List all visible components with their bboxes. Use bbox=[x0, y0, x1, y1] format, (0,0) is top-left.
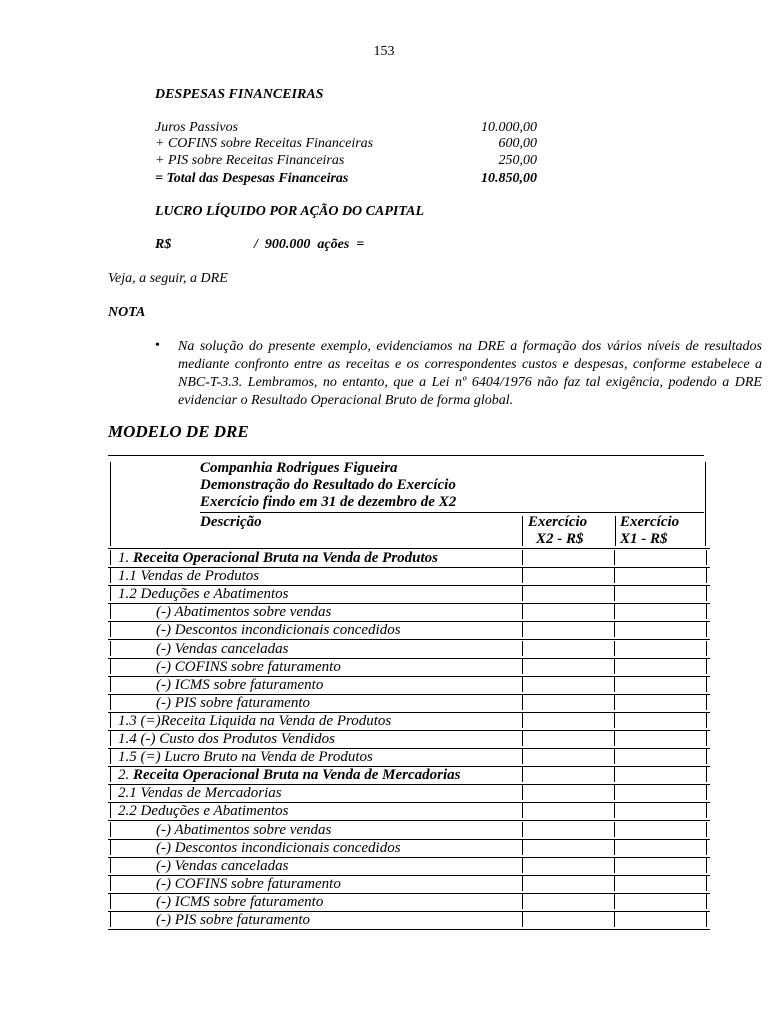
row-col-divider-1 bbox=[522, 586, 523, 601]
dre-row-text: (-) Descontos incondicionais concedidos bbox=[156, 840, 401, 856]
row-col-divider-1 bbox=[522, 622, 523, 637]
row-left-border bbox=[110, 749, 111, 764]
net-profit-currency: R$ bbox=[155, 237, 172, 252]
row-left-border bbox=[110, 641, 111, 656]
dre-row-number: 2. bbox=[118, 767, 133, 783]
note-heading: NOTA bbox=[108, 305, 146, 320]
dre-row-text: (-) Abatimentos sobre vendas bbox=[156, 604, 332, 620]
dre-row bbox=[108, 876, 710, 894]
dre-row bbox=[108, 568, 710, 586]
dre-row-description bbox=[156, 822, 331, 839]
dre-header-rule bbox=[200, 512, 704, 513]
dre-row bbox=[108, 586, 710, 604]
row-right-border bbox=[706, 858, 707, 873]
dre-row-description bbox=[118, 803, 289, 820]
dre-row-text: (-) PIS sobre faturamento bbox=[156, 912, 310, 928]
page-number: 153 bbox=[373, 44, 395, 59]
row-col-divider-2 bbox=[614, 840, 615, 855]
row-col-divider-2 bbox=[614, 659, 615, 674]
row-col-divider-1 bbox=[522, 840, 523, 855]
dre-row bbox=[108, 677, 710, 695]
row-col-divider-2 bbox=[614, 912, 615, 927]
row-left-border bbox=[110, 803, 111, 818]
dre-row-description bbox=[156, 894, 323, 911]
expense-amount: 10.850,00 bbox=[481, 171, 537, 186]
dre-col-x1-line1: Exercício bbox=[620, 514, 680, 530]
row-right-border bbox=[706, 586, 707, 601]
dre-row-description bbox=[156, 858, 288, 875]
row-right-border bbox=[706, 604, 707, 619]
row-left-border bbox=[110, 731, 111, 746]
dre-row-description bbox=[156, 622, 401, 639]
dre-col-divider-1 bbox=[522, 516, 523, 546]
dre-row bbox=[108, 659, 710, 677]
dre-row bbox=[108, 550, 710, 568]
dre-row-text: 1.5 (=) Lucro Bruto na Venda de Produtos bbox=[118, 749, 373, 765]
row-col-divider-1 bbox=[522, 713, 523, 728]
expense-label: = Total das Despesas Financeiras bbox=[155, 171, 349, 186]
row-col-divider-1 bbox=[522, 695, 523, 710]
row-right-border bbox=[706, 695, 707, 710]
dre-row-description bbox=[118, 586, 289, 603]
row-left-border bbox=[110, 677, 111, 692]
dre-row-text: 1.1 Vendas de Produtos bbox=[118, 568, 260, 584]
row-col-divider-1 bbox=[522, 677, 523, 692]
dre-row bbox=[108, 622, 710, 640]
dre-row-text: (-) Descontos incondicionais concedidos bbox=[156, 622, 401, 638]
dre-period: Exercício findo em 31 de dezembro de X2 bbox=[200, 494, 457, 510]
dre-row-text: 2.1 Vendas de Mercadorias bbox=[118, 785, 282, 801]
financial-expenses-row bbox=[155, 120, 537, 137]
row-col-divider-2 bbox=[614, 568, 615, 583]
row-right-border bbox=[706, 822, 707, 837]
row-right-border bbox=[706, 713, 707, 728]
dre-row-description bbox=[118, 749, 373, 766]
dre-company: Companhia Rodrigues Figueira bbox=[200, 460, 398, 476]
dre-row-description bbox=[156, 641, 288, 658]
dre-right-border bbox=[705, 462, 706, 546]
row-left-border bbox=[110, 586, 111, 601]
dre-row bbox=[108, 767, 710, 785]
row-right-border bbox=[706, 749, 707, 764]
row-col-divider-2 bbox=[614, 731, 615, 746]
dre-row bbox=[108, 749, 710, 767]
expense-label: + COFINS sobre Receitas Financeiras bbox=[155, 136, 374, 151]
row-col-divider-2 bbox=[614, 894, 615, 909]
row-right-border bbox=[706, 641, 707, 656]
dre-row-text: (-) Vendas canceladas bbox=[156, 641, 289, 657]
row-left-border bbox=[110, 767, 111, 782]
row-col-divider-1 bbox=[522, 659, 523, 674]
dre-col-x2-line1: Exercício bbox=[528, 514, 588, 530]
dre-row-number: 1. bbox=[118, 550, 133, 566]
row-left-border bbox=[110, 604, 111, 619]
row-left-border bbox=[110, 858, 111, 873]
dre-row bbox=[108, 894, 710, 912]
dre-row-text: (-) ICMS sobre faturamento bbox=[156, 894, 324, 910]
dre-row-description bbox=[156, 695, 310, 712]
row-col-divider-1 bbox=[522, 803, 523, 818]
financial-expenses-row bbox=[155, 171, 537, 188]
row-left-border bbox=[110, 550, 111, 565]
row-col-divider-1 bbox=[522, 604, 523, 619]
dre-top-rule bbox=[108, 455, 704, 456]
row-left-border bbox=[110, 876, 111, 891]
financial-expenses-row bbox=[155, 136, 537, 153]
dre-row-rule bbox=[108, 820, 710, 821]
dre-row-text: (-) ICMS sobre faturamento bbox=[156, 677, 324, 693]
row-col-divider-2 bbox=[614, 604, 615, 619]
row-col-divider-1 bbox=[522, 822, 523, 837]
row-col-divider-2 bbox=[614, 767, 615, 782]
dre-row-description bbox=[156, 840, 401, 857]
dre-row-description bbox=[156, 604, 331, 621]
intro-text: Veja, a seguir, a DRE bbox=[108, 271, 228, 286]
bullet-icon: • bbox=[155, 338, 160, 353]
dre-col-x2-line2: X2 - R$ bbox=[536, 531, 584, 547]
financial-expenses-heading: DESPESAS FINANCEIRAS bbox=[155, 87, 324, 102]
row-right-border bbox=[706, 894, 707, 909]
row-right-border bbox=[706, 550, 707, 565]
dre-row-description bbox=[118, 550, 438, 567]
dre-row-text: 2.2 Deduções e Abatimentos bbox=[118, 803, 289, 819]
dre-row-description bbox=[118, 785, 282, 802]
row-left-border bbox=[110, 894, 111, 909]
row-col-divider-2 bbox=[614, 822, 615, 837]
row-col-divider-2 bbox=[614, 785, 615, 800]
row-left-border bbox=[110, 912, 111, 927]
row-col-divider-2 bbox=[614, 858, 615, 873]
financial-expenses-row bbox=[155, 153, 537, 170]
expense-label: Juros Passivos bbox=[155, 120, 239, 135]
dre-row bbox=[108, 695, 710, 713]
row-col-divider-2 bbox=[614, 695, 615, 710]
row-col-divider-1 bbox=[522, 641, 523, 656]
dre-row bbox=[108, 641, 710, 659]
dre-row bbox=[108, 858, 710, 876]
expense-amount: 10.000,00 bbox=[481, 120, 537, 135]
dre-left-border bbox=[110, 462, 111, 546]
row-right-border bbox=[706, 803, 707, 818]
dre-row-text: (-) Vendas canceladas bbox=[156, 858, 289, 874]
row-left-border bbox=[110, 622, 111, 637]
row-col-divider-2 bbox=[614, 876, 615, 891]
row-right-border bbox=[706, 785, 707, 800]
dre-row-text: 1.4 (-) Custo dos Produtos Vendidos bbox=[118, 731, 335, 747]
row-col-divider-1 bbox=[522, 550, 523, 565]
row-col-divider-2 bbox=[614, 713, 615, 728]
row-col-divider-1 bbox=[522, 858, 523, 873]
row-col-divider-2 bbox=[614, 803, 615, 818]
dre-row bbox=[108, 803, 710, 821]
dre-col-x1-line2: X1 - R$ bbox=[620, 531, 668, 547]
row-right-border bbox=[706, 568, 707, 583]
row-right-border bbox=[706, 840, 707, 855]
row-right-border bbox=[706, 659, 707, 674]
row-col-divider-1 bbox=[522, 912, 523, 927]
row-left-border bbox=[110, 840, 111, 855]
dre-row bbox=[108, 822, 710, 840]
row-col-divider-2 bbox=[614, 622, 615, 637]
dre-row-text: 1.3 (=)Receita Liquida na Venda de Produtos bbox=[118, 713, 392, 729]
row-left-border bbox=[110, 695, 111, 710]
dre-row bbox=[108, 785, 710, 803]
dre-row-description bbox=[156, 876, 341, 893]
row-left-border bbox=[110, 785, 111, 800]
row-col-divider-1 bbox=[522, 894, 523, 909]
dre-row-rule bbox=[108, 929, 710, 930]
row-col-divider-1 bbox=[522, 767, 523, 782]
row-col-divider-2 bbox=[614, 550, 615, 565]
row-col-divider-2 bbox=[614, 586, 615, 601]
dre-row-text: Receita Operacional Bruta na Venda de Mercadorias bbox=[133, 767, 461, 783]
dre-row bbox=[108, 912, 710, 930]
dre-row-description bbox=[118, 568, 259, 585]
row-col-divider-2 bbox=[614, 749, 615, 764]
row-right-border bbox=[706, 677, 707, 692]
dre-row-description bbox=[156, 677, 323, 694]
row-col-divider-1 bbox=[522, 749, 523, 764]
expense-amount: 250,00 bbox=[498, 153, 537, 168]
row-right-border bbox=[706, 876, 707, 891]
row-col-divider-1 bbox=[522, 731, 523, 746]
row-left-border bbox=[110, 659, 111, 674]
model-heading: MODELO DE DRE bbox=[108, 422, 249, 441]
dre-row-text: (-) COFINS sobre faturamento bbox=[156, 876, 341, 892]
dre-row-description bbox=[118, 713, 391, 730]
row-right-border bbox=[706, 767, 707, 782]
dre-row-text: Receita Operacional Bruta na Venda de Produtos bbox=[133, 550, 439, 566]
dre-row-description bbox=[118, 731, 335, 748]
dre-row-rule bbox=[108, 639, 710, 640]
net-profit-heading: LUCRO LÍQUIDO POR AÇÃO DO CAPITAL bbox=[155, 204, 425, 219]
dre-col-divider-2 bbox=[615, 516, 616, 546]
row-col-divider-2 bbox=[614, 677, 615, 692]
row-left-border bbox=[110, 568, 111, 583]
dre-row bbox=[108, 713, 710, 731]
row-col-divider-1 bbox=[522, 876, 523, 891]
row-col-divider-2 bbox=[614, 641, 615, 656]
dre-row-text: (-) Abatimentos sobre vendas bbox=[156, 822, 332, 838]
dre-statement-title: Demonstração do Resultado do Exercício bbox=[200, 477, 456, 493]
dre-row-description bbox=[156, 912, 310, 929]
row-left-border bbox=[110, 822, 111, 837]
dre-row-description bbox=[118, 767, 461, 784]
row-col-divider-1 bbox=[522, 785, 523, 800]
row-col-divider-1 bbox=[522, 568, 523, 583]
note-text: Na solução do presente exemplo, evidenciamos na DRE a formação dos vários níveis de resultados mediante confronto entre as receitas e os correspondentes custos e despesas, conforme estabelece a NBC-T-3.3. Lembramos, no entanto, que a Lei nº 6404/1976 não faz tal exigência, podendo a DRE evidenciar o Resultado Operacional Bruto de forma global. bbox=[178, 339, 762, 408]
dre-row-description bbox=[156, 659, 341, 676]
dre-row-text: 1.2 Deduções e Abatimentos bbox=[118, 586, 289, 602]
row-left-border bbox=[110, 713, 111, 728]
row-right-border bbox=[706, 731, 707, 746]
net-profit-formula: / 900.000 ações = bbox=[254, 237, 365, 252]
dre-row-text: (-) COFINS sobre faturamento bbox=[156, 659, 341, 675]
row-right-border bbox=[706, 622, 707, 637]
dre-columns-rule bbox=[108, 548, 710, 549]
dre-row bbox=[108, 840, 710, 858]
dre-row-text: (-) PIS sobre faturamento bbox=[156, 695, 310, 711]
row-right-border bbox=[706, 912, 707, 927]
expense-amount: 600,00 bbox=[498, 136, 537, 151]
expense-label: + PIS sobre Receitas Financeiras bbox=[155, 153, 345, 168]
dre-row bbox=[108, 604, 710, 622]
dre-row bbox=[108, 731, 710, 749]
dre-col-description: Descrição bbox=[200, 514, 262, 530]
